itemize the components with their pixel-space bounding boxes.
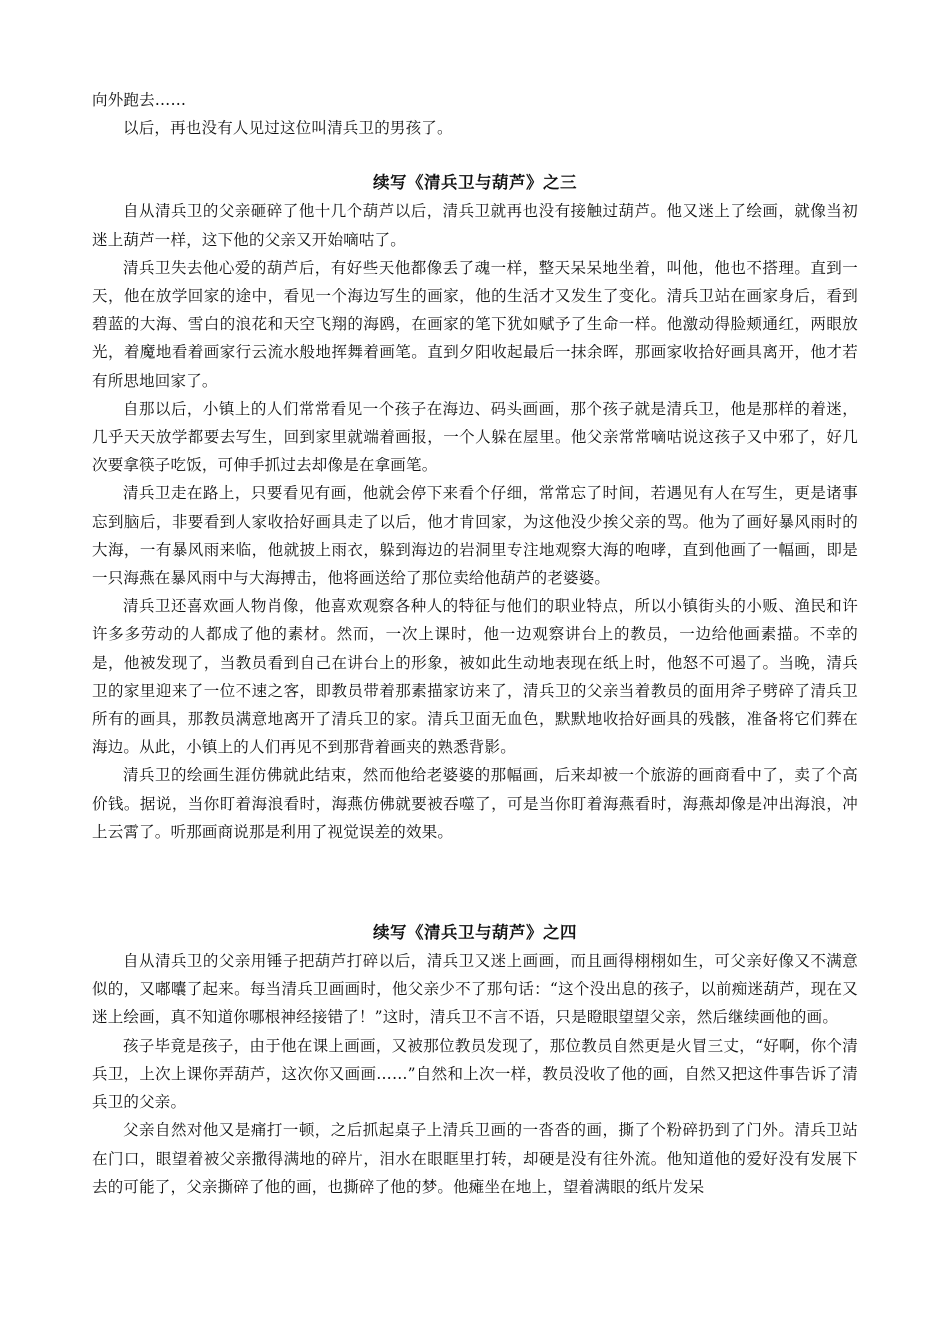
paragraph: 自从清兵卫的父亲砸碎了他十几个葫芦以后，清兵卫就再也没有接触过葫芦。他又迷上了绘画，就像当初迷上葫芦一样，这下他的父亲又开始嘀咕了。 [92,202,858,249]
section-3 [92,169,858,846]
intro-section [92,86,858,142]
paragraph: 清兵卫还喜欢画人物肖像，他喜欢观察各种人的特征与他们的职业特点，所以小镇街头的小贩、渔民和许许多多劳动的人都成了他的素材。然而，一次上课时，他一边观察讲台上的教员，一边给他画素描。不幸的是，他被发现了，当教员看到自己在讲台上的形象，被如此生动地表现在纸上时，他怒不可遏了。当晚，清兵卫的家里迎来了一位不速之客，即教员带着那素描家访来了，清兵卫的父亲当着教员的面用斧子劈碎了清兵卫所有的画具，那教员满意地离开了清兵卫的家。清兵卫面无血色，默默地收拾好画具的残骸，准备将它们葬在海边。从此，小镇上的人们再见不到那背着画夹的熟悉背影。 [92,597,858,757]
paragraph: 清兵卫失去他心爱的葫芦后，有好些天他都像丢了魂一样，整天呆呆地坐着，叫他，他也不搭理。直到一天，他在放学回家的途中，看见一个海边写生的画家，他的生活才又发生了变化。清兵卫站在画家身后，看到碧蓝的大海、雪白的浪花和天空飞翔的海鸥，在画家的笔下犹如赋予了生命一样。他激动得脸颊通红，两眼放光，着魔地看着画家行云流水般地挥舞着画笔。直到夕阳收起最后一抹余晖，那画家收拾好画具离开，他才若有所思地回家了。 [92,258,858,390]
section-title: 续写《清兵卫与葫芦》之四 [373,923,577,943]
paragraph: 自那以后，小镇上的人们常常看见一个孩子在海边、码头画画，那个孩子就是清兵卫，他是那样的着迷，几乎天天放学都要去写生，回到家里就端着画报，一个人躲在屋里。他父亲常常嘀咕说这孩子又中邪了，好几次要拿筷子吃饭，可伸手抓过去却像是在拿画笔。 [92,399,858,475]
section-title: 续写《清兵卫与葫芦》之三 [373,173,577,193]
paragraph: 以后，再也没有人见过这位叫清兵卫的男孩了。 [123,119,453,138]
paragraph: 孩子毕竟是孩子，由于他在课上画画，又被那位教员发现了，那位教员自然更是火冒三丈，“好啊，你个清兵卫，上次上课你弄葫芦，这次你又画画……”自然和上次一样，教员没收了他的画，自然又把这件事告诉了清兵卫的父亲。 [92,1036,858,1112]
document-page [92,86,858,1201]
paragraph: 自从清兵卫的父亲用锤子把葫芦打碎以后，清兵卫又迷上画画，而且画得栩栩如生，可父亲好像又不满意似的，又嘟囔了起来。每当清兵卫画画时，他父亲少不了那句话：“这个没出息的孩子，以前痴迷葫芦，现在又迷上绘画，真不知道你哪根神经接错了！”这时，清兵卫不言不语，只是瞪眼望望父亲，然后继续画他的画。 [92,952,858,1027]
paragraph: 清兵卫的绘画生涯仿佛就此结束，然而他给老婆婆的那幅画，后来却被一个旅游的画商看中了，卖了个高价钱。据说，当你盯着海浪看时，海燕仿佛就要被吞噬了，可是当你盯着海燕看时，海燕却像是冲出海浪，冲上云霄了。听那画商说那是利用了视觉误差的效果。 [92,766,858,841]
paragraph: 向外跑去…… [92,91,187,109]
paragraph: 父亲自然对他又是痛打一顿，之后抓起桌子上清兵卫画的一沓沓的画，撕了个粉碎扔到了门外。清兵卫站在门口，眼望着被父亲撒得满地的碎片，泪水在眼眶里打转，却硬是没有往外流。他知道他的爱好没有发展下去的可能了，父亲撕碎了他的画，也撕碎了他的梦。他瘫坐在地上，望着满眼的纸片发呆 [92,1121,858,1196]
section-4 [92,919,858,1201]
paragraph: 清兵卫走在路上，只要看见有画，他就会停下来看个仔细，常常忘了时间，若遇见有人在写生，更是诸事忘到脑后，非要看到人家收拾好画具走了以后，他才肯回家，为这他没少挨父亲的骂。他为了画好暴风雨时的大海，一有暴风雨来临，他就披上雨衣，躲到海边的岩洞里专注地观察大海的咆哮，直到他画了一幅画，即是一只海燕在暴风雨中与大海搏击，他将画送给了那位卖给他葫芦的老婆婆。 [92,484,858,588]
